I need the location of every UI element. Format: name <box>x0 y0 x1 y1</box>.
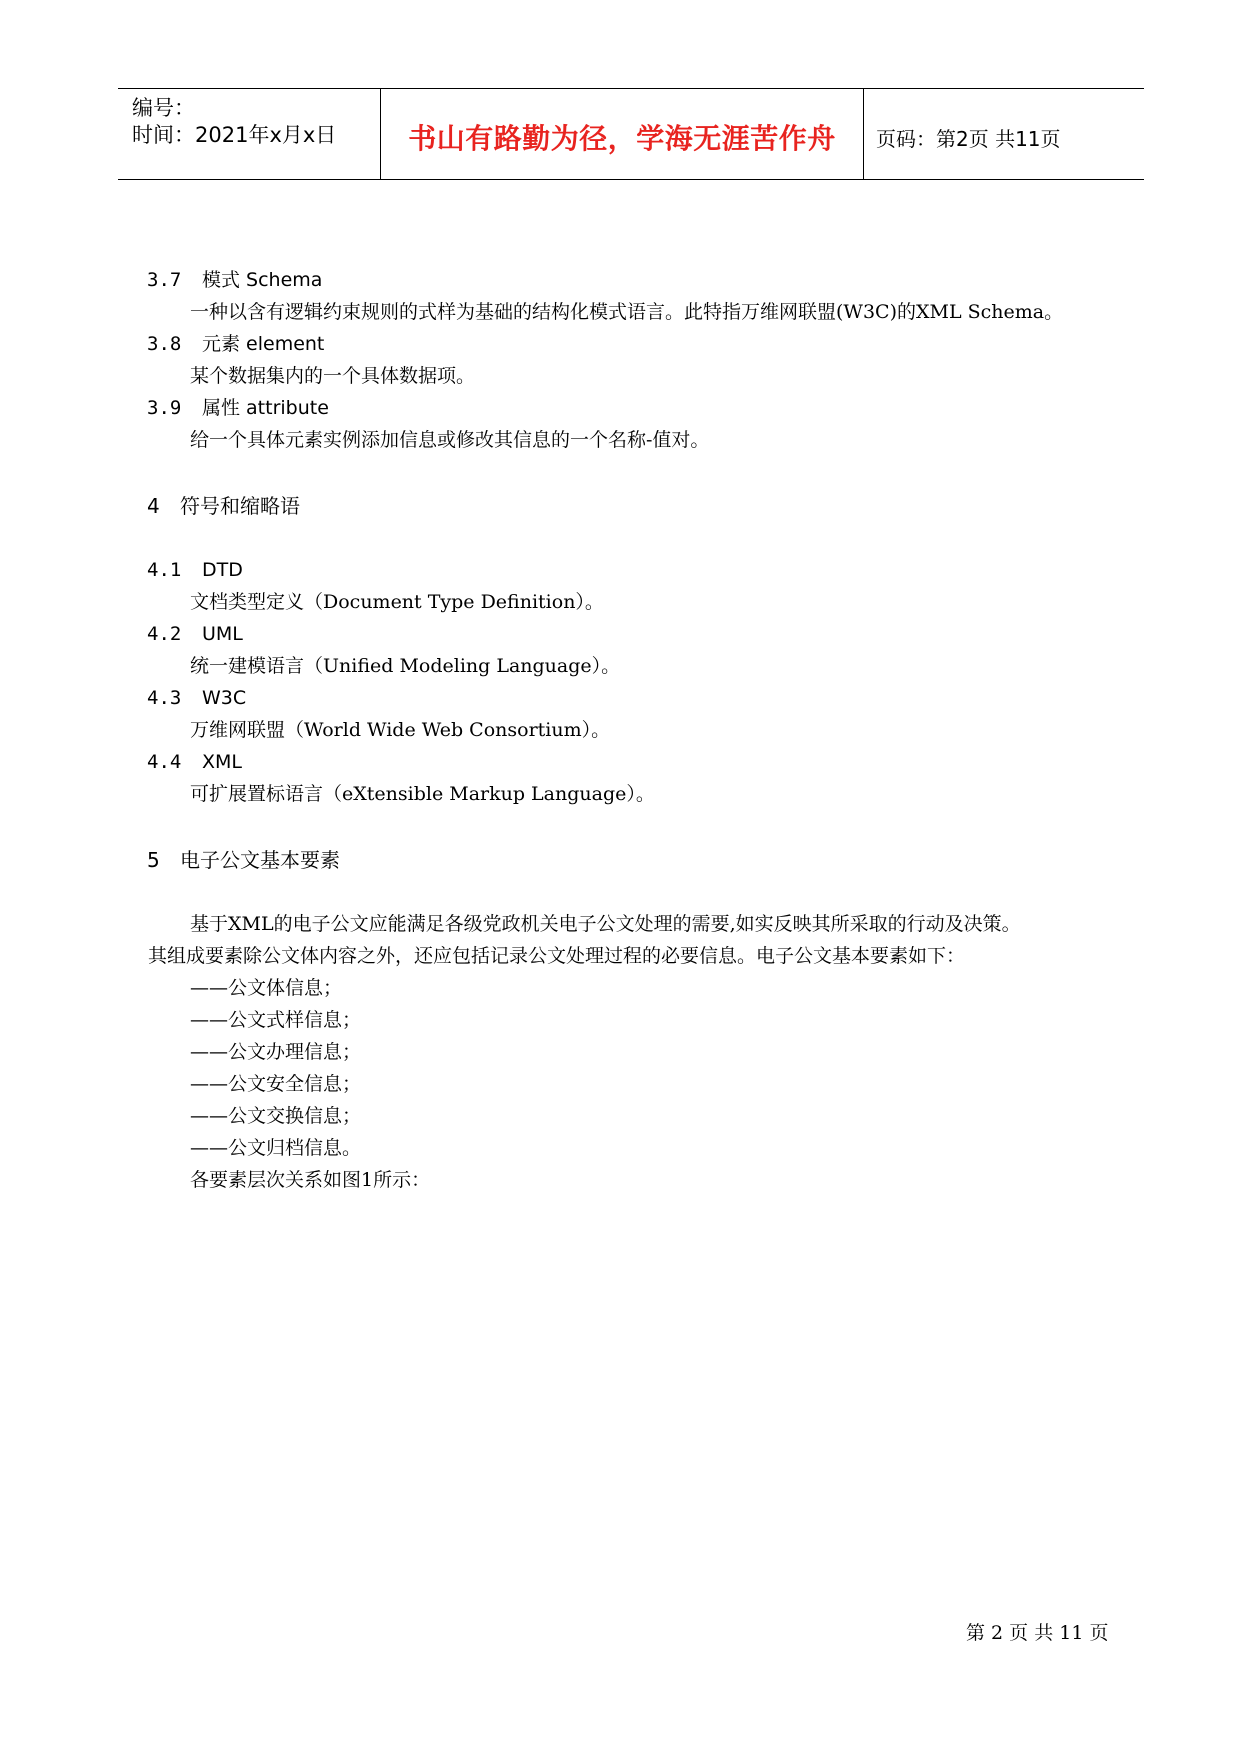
list-item-text: ——公文安全信息； <box>190 1073 362 1095</box>
abbreviation-term: DTD <box>202 559 243 581</box>
definition-text: 给一个具体元素实例添加信息或修改其信息的一个名称-值对。 <box>190 429 710 451</box>
abbreviation-text: 文档类型定义（Document Type Definition）。 <box>190 591 604 613</box>
header-slogan: 书山有路勤为径，学海无涯苦作舟 <box>408 122 836 155</box>
definition-term: 属性 attribute <box>202 397 329 419</box>
page-footer: 第 2 页 共 11 页 <box>966 1622 1109 1644</box>
list-item-text: ——公文交换信息； <box>190 1105 362 1127</box>
definition-term: 元素 element <box>202 333 325 355</box>
definition-term: 模式 Schema <box>202 269 323 291</box>
abbreviation-number: 4.3 <box>147 687 182 709</box>
list-item-text: ——公文办理信息； <box>190 1041 362 1063</box>
header-right-cell <box>864 89 1144 179</box>
list-item-text: ——公文体信息； <box>190 977 343 999</box>
abbreviation-number: 4.2 <box>147 623 182 645</box>
header-left-cell <box>118 89 380 179</box>
definition-number: 3.7 <box>147 269 182 291</box>
definition-text: 一种以含有逻辑约束规则的式样为基础的结构化模式语言。此特指万维网联盟(W3C)的XML Schema。 <box>190 301 1064 323</box>
abbreviation-term: W3C <box>202 687 247 709</box>
header-middle-cell <box>380 89 864 179</box>
abbreviation-text: 可扩展置标语言（eXtensible Markup Language）。 <box>190 783 655 805</box>
definition-text: 某个数据集内的一个具体数据项。 <box>190 365 476 387</box>
abbreviation-number: 4.1 <box>147 559 182 581</box>
header-number-label: 编号： <box>132 96 195 120</box>
list-item-text: ——公文式样信息； <box>190 1009 362 1031</box>
paragraph-text: 其组成要素除公文体内容之外，还应包括记录公文处理过程的必要信息。电子公文基本要素如下： <box>148 945 966 967</box>
section-title: 符号和缩略语 <box>180 494 300 518</box>
section-title: 电子公文基本要素 <box>180 848 340 872</box>
abbreviation-term: UML <box>202 623 243 645</box>
abbreviation-text: 统一建模语言（Unified Modeling Language）。 <box>190 655 621 677</box>
section-number: 5 <box>147 848 160 872</box>
definition-number: 3.9 <box>147 397 182 419</box>
abbreviation-text: 万维网联盟（World Wide Web Consortium）。 <box>190 719 611 741</box>
header-page-label: 页码：第2页 共11页 <box>876 127 1061 151</box>
section-number: 4 <box>147 494 160 518</box>
definition-number: 3.8 <box>147 333 182 355</box>
list-item-text: ——公文归档信息。 <box>190 1137 362 1159</box>
abbreviation-term: XML <box>202 751 242 773</box>
page-header <box>118 88 1144 180</box>
paragraph-text: 基于XML的电子公文应能满足各级党政机关电子公文处理的需要,如实反映其所采取的行动及决策。 <box>190 913 1021 935</box>
abbreviation-number: 4.4 <box>147 751 182 773</box>
header-time-label: 时间：2021年x月x日 <box>132 123 337 147</box>
closing-text: 各要素层次关系如图1所示： <box>190 1169 431 1191</box>
